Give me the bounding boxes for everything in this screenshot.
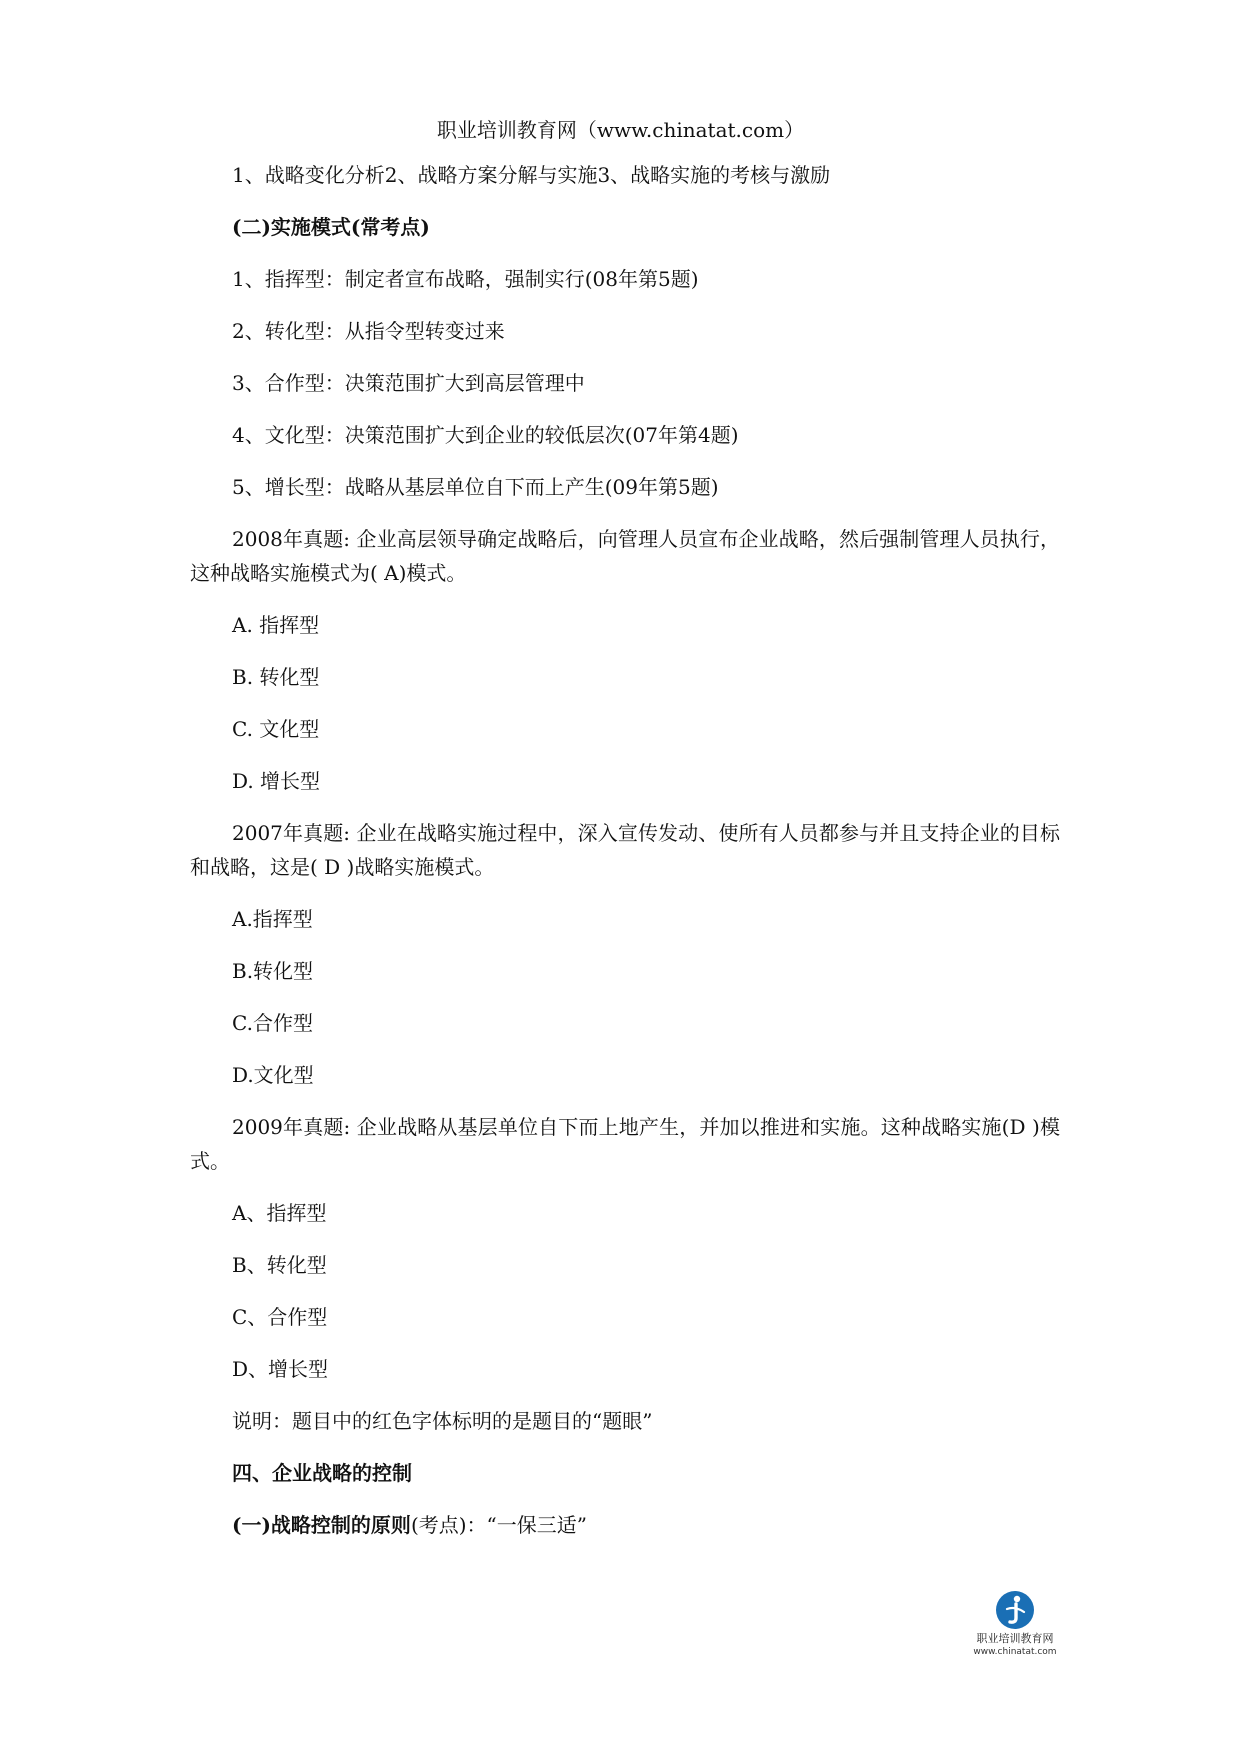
mode-item-5: 5、增长型：战略从基层单位自下而上产生(09年第5题): [232, 475, 719, 499]
principle-heading-bold: (一)战略控制的原则: [232, 1513, 411, 1537]
principle-heading: [190, 1508, 1060, 1542]
question-2008-option-c: C. 文化型: [232, 717, 320, 741]
mode-item-2: 2、转化型：从指令型转变过来: [232, 319, 505, 343]
question-2008-option-a: A. 指挥型: [232, 613, 320, 637]
question-2007-option-d: D.文化型: [232, 1063, 314, 1087]
mode-item-1: 1、指挥型：制定者宣布战略，强制实行(08年第5题): [232, 267, 699, 291]
question-2007-option-b: B.转化型: [232, 959, 314, 983]
mode-item-3: 3、合作型：决策范围扩大到高层管理中: [232, 371, 585, 395]
question-2008-option-b: B. 转化型: [232, 665, 320, 689]
logo-name: 职业培训教育网: [976, 1632, 1054, 1645]
question-2009-option-b: B、转化型: [232, 1253, 327, 1277]
question-2009-option-d: D、增长型: [232, 1357, 329, 1381]
page-header: 职业培训教育网（www.chinatat.com）: [436, 118, 805, 142]
principle-heading-rest: (考点)：“一保三适”: [410, 1513, 587, 1537]
question-2009-option-a: A、指挥型: [232, 1201, 327, 1225]
question-2007: 2007年真题: 企业在战略实施过程中，深入宣传发动、使所有人员都参与并且支持企业的目标和战略，这是( D )战略实施模式。: [190, 821, 1060, 879]
question-2007-option-c: C.合作型: [232, 1011, 313, 1035]
note-text: 说明：题目中的红色字体标明的是题目的“题眼”: [232, 1409, 653, 1433]
question-2009: 2009年真题: 企业战略从基层单位自下而上地产生，并加以推进和实施。这种战略实施(D )模式。: [190, 1115, 1060, 1173]
logo-url: www.chinatat.com: [973, 1647, 1057, 1657]
chinatat-logo-icon: [995, 1590, 1035, 1630]
steps-line: 1、战略变化分析2、战略方案分解与实施3、战略实施的考核与激励: [232, 163, 831, 187]
question-2009-option-c: C、合作型: [232, 1305, 328, 1329]
question-2008-option-d: D. 增长型: [232, 769, 321, 793]
question-2008: 2008年真题: 企业高层领导确定战略后，向管理人员宣布企业战略，然后强制管理人员执行，这种战略实施模式为( A)模式。: [190, 527, 1060, 585]
section-four-heading: 四、企业战略的控制: [232, 1461, 412, 1485]
site-logo: [960, 1590, 1070, 1658]
question-2007-option-a: A.指挥型: [232, 907, 313, 931]
document-body: [190, 158, 1060, 1560]
mode-item-4: 4、文化型：决策范围扩大到企业的较低层次(07年第4题): [232, 423, 739, 447]
section-two-heading: (二)实施模式(常考点): [232, 215, 430, 239]
